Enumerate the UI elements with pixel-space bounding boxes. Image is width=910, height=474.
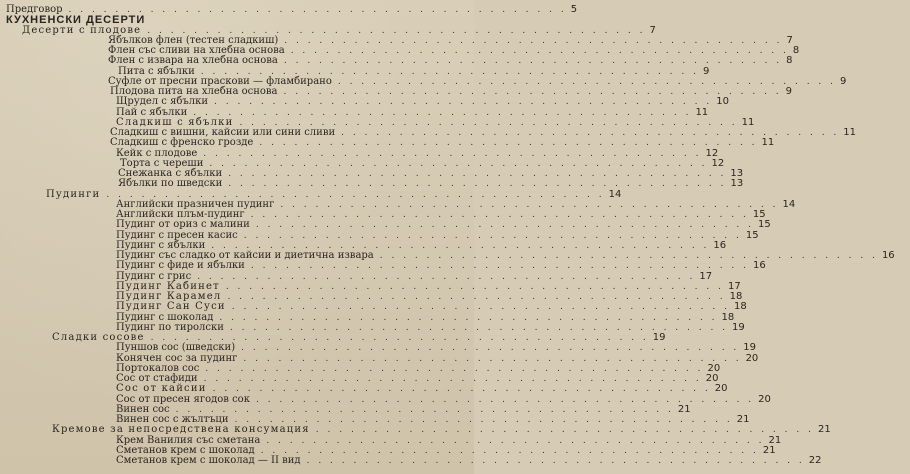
toc-entry-title: Сос от стафиди	[116, 373, 198, 384]
toc-page-number: 19	[732, 321, 745, 333]
toc-entry-title: Сметанов крем с шоколад	[116, 444, 255, 456]
toc-leader-dots: . . . . . . . . . . . . . . . . . . . . . . . . . . . . . . . . . . . . . . . . . . .	[203, 374, 702, 384]
toc-page-number: 20	[758, 393, 771, 405]
toc-leader-dots: . . . . . . . . . . . . . . . . . . . . . . . . . . . . . . . . . . . . . . . . . . .	[214, 97, 713, 108]
toc-leader-dots: . . . . . . . . . . . . . . . . . . . . . . . . . . . . . . . . . . . . . . . . . . .	[228, 169, 727, 179]
toc-leader-dots: . . . . . . . . . . . . . . . . . . . . . . . . . . . . . . . . . . . . . . . . . . .	[200, 66, 699, 77]
toc-entry-title: Пудинг с грис	[116, 270, 192, 282]
toc-page-number: 21	[736, 414, 750, 425]
toc-leader-dots: . . . . . . . . . . . . . . . . . . . . . . . . . . . . . . . . . . . . . . . . . . .	[241, 343, 740, 354]
toc-leader-dots: . . . . . . . . . . . . . . . . . . . . . . . . . . . . . . . . . . . . . . . . . . .	[68, 5, 567, 15]
toc-entry-title: Портокалов сос	[116, 362, 200, 374]
toc-page-number: 18	[729, 291, 743, 302]
toc-page-number: 16	[753, 260, 766, 272]
toc-entry-title: Сладкиш с френско грозде	[110, 137, 254, 149]
toc-page-number: 13	[730, 168, 744, 179]
toc-entry-title: Винен сос с жълтъци	[116, 414, 229, 425]
toc-page-number: 12	[705, 147, 719, 159]
toc-leader-dots: . . . . . . . . . . . . . . . . . . . . . . . . . . . . . . . . . . . . . . . . . . .	[255, 394, 755, 405]
toc-page-number: 21	[768, 434, 782, 446]
toc-page-number: 20	[705, 373, 719, 384]
toc-entry-title: Пудинг Кабинет	[116, 280, 220, 292]
toc-page-number: 17	[727, 280, 741, 292]
toc-page-number: 18	[721, 311, 735, 323]
toc-leader-dots: . . . . . . . . . . . . . . . . . . . . . . . . . . . . . . . . . . . . . . . . . . .	[379, 251, 878, 261]
toc-entry-title: Пудинг с шоколад	[116, 311, 214, 323]
toc-page-number: 9	[785, 86, 793, 97]
toc-leader-dots: . . . . . . . . . . . . . . . . . . . . . . . . . . . . . . . . . . . . . . . . . . .	[243, 353, 742, 364]
toc-leader-dots: . . . . . . . . . . . . . . . . . . . . . . . . . . . . . . . . . . . . . . . . . . .	[337, 76, 837, 87]
toc-leader-dots: . . . . . . . . . . . . . . . . . . . . . . . . . . . . . . . . . . . . . . . . . . .	[197, 271, 696, 282]
toc-leader-dots: . . . . . . . . . . . . . . . . . . . . . . . . . . . . . . . . . . . . . . . . . . .	[341, 128, 840, 138]
toc-entry-title: Предговор	[6, 4, 63, 15]
toc-entry-title: Сос от кайсии	[116, 383, 207, 395]
toc-page-number: 9	[840, 75, 847, 87]
toc-entry-title: Пита с ябълки	[118, 65, 195, 77]
toc-entry	[0, 455, 822, 467]
toc-page-number: 20	[714, 383, 728, 395]
toc-entry-title: Щрудел с ябълки	[116, 96, 209, 108]
toc-leader-dots: . . . . . . . . . . . . . . . . . . . . . . . . . . . . . . . . . . . . . . . . . . .	[266, 435, 765, 446]
toc-leader-dots: . . . . . . . . . . . . . . . . . . . . . . . . . . . . . . . . . . . . . . . . . . .	[231, 302, 730, 313]
toc-page-number: 22	[808, 455, 822, 466]
toc-page-number: 17	[699, 270, 713, 282]
toc-leader-dots: . . . . . . . . . . . . . . . . . . . . . . . . . . . . . . . . . . . . . . . . . . .	[225, 281, 724, 292]
toc-page-number: 18	[733, 301, 747, 313]
toc-leader-dots: . . . . . . . . . . . . . . . . . . . . . . . . . . . . . . . . . . . . . . . . . . .	[250, 210, 749, 220]
toc-page-number: 21	[817, 424, 831, 436]
toc-entry-title: Ябълков флен (тестен сладкиш)	[108, 34, 279, 46]
toc-leader-dots: . . . . . . . . . . . . . . . . . . . . . . . . . . . . . . . . . . . . . . . . . . .	[212, 384, 711, 395]
toc-leader-dots: . . . . . . . . . . . . . . . . . . . . . . . . . . . . . . . . . . . . . . . . . . .	[284, 35, 783, 46]
toc-page-number: 5	[570, 4, 578, 15]
toc-page-number: 19	[743, 342, 757, 354]
toc-page-number: 14	[608, 188, 622, 200]
toc-page-number: 8	[792, 45, 800, 56]
toc-page-number: 20	[707, 362, 721, 374]
toc-entry-title: Пудинг Сан Суси	[116, 301, 226, 313]
toc-entry-title: Пудинг с пресен касис	[116, 229, 238, 241]
toc-leader-dots: . . . . . . . . . . . . . . . . . . . . . . . . . . . . . . . . . . . . . . . . . . .	[306, 456, 805, 466]
toc-leader-dots: . . . . . . . . . . . . . . . . . . . . . . . . . . . . . . . . . . . . . . . . . . .	[234, 415, 733, 425]
toc-entry-title: Сладкиш с вишни, кайсии или сини сливи	[110, 127, 336, 138]
toc-entry-title: Сладки сосове	[52, 332, 145, 343]
toc-leader-dots: . . . . . . . . . . . . . . . . . . . . . . . . . . . . . . . . . . . . . . . . . . .	[203, 148, 702, 159]
toc-page-number: 15	[752, 209, 766, 220]
toc-entry-title: Коняч‍ен сос за пудинг	[116, 352, 238, 364]
toc-entry-title: Плодова пита на хлебна основа	[110, 86, 278, 97]
toc-page-number: 16	[713, 239, 727, 251]
toc-leader-dots: . . . . . . . . . . . . . . . . . . . . . . . . . . . . . . . . . . . . . . . . . . .	[315, 425, 814, 436]
toc-leader-dots: . . . . . . . . . . . . . . . . . . . . . . . . . . . . . . . . . . . . . . . . . . .	[243, 230, 742, 241]
toc-entry-title: Десерти с плодове	[22, 24, 142, 36]
toc-entry-title: Крем Ванилия със сметана	[116, 434, 261, 446]
toc-entry-title: Сладкиш с ябълки	[116, 116, 234, 128]
toc-leader-dots: . . . . . . . . . . . . . . . . . . . . . . . . . . . . . . . . . . . . . . . . . . .	[260, 445, 759, 456]
toc-leader-dots: . . . . . . . . . . . . . . . . . . . . . . . . . . . . . . . . . . . . . . . . . . .	[259, 138, 758, 149]
toc-leader-dots: . . . . . . . . . . . . . . . . . . . . . . . . . . . . . . . . . . . . . . . . . . .	[175, 404, 674, 415]
toc-page-number: 9	[702, 65, 710, 77]
toc-entry-title: Кейк с плодове	[116, 147, 198, 159]
toc-entry-title: Пудинг със сладко от кайсии и диетична извара	[116, 250, 374, 261]
toc-entry-title: Суфле от пресни праскови — фламбирано	[108, 75, 332, 87]
toc-page-number: 13	[730, 178, 744, 190]
toc-leader-dots: . . . . . . . . . . . . . . . . . . . . . . . . . . . . . . . . . . . . . . . . . . .	[228, 179, 727, 190]
toc-leader-dots: . . . . . . . . . . . . . . . . . . . . . . . . . . . . . . . . . . . . . . . . . . .	[239, 117, 738, 128]
toc-page-number: 15	[745, 229, 759, 241]
toc-leader-dots: . . . . . . . . . . . . . . . . . . . . . . . . . . . . . . . . . . . . . . . . . . .	[290, 46, 789, 56]
toc-entry-title: Сос от пресен ягодов сок	[116, 393, 250, 405]
toc-entry-title: Флен със сливи на хлебна основа	[108, 45, 285, 56]
toc-entry-title: Пудинг Карамел	[116, 291, 222, 302]
toc-entry-title: Пай с ябълки	[116, 106, 188, 118]
toc-leader-dots: . . . . . . . . . . . . . . . . . . . . . . . . . . . . . . . . . . . . . . . . . . .	[283, 87, 782, 97]
toc-page-number: 14	[782, 198, 796, 210]
toc-page-number: 11	[843, 127, 857, 138]
toc-leader-dots: . . . . . . . . . . . . . . . . . . . . . . . . . . . . . . . . . . . . . . . . . . .	[250, 261, 750, 272]
toc-entry-title: КУХНЕНСКИ ДЕСЕРТИ	[6, 14, 146, 27]
toc-page-number: 7	[649, 24, 656, 36]
toc-page-number: 12	[711, 157, 725, 169]
toc-entry-title: Винен сос	[116, 403, 170, 415]
toc-leader-dots: . . . . . . . . . . . . . . . . . . . . . . . . . . . . . . . . . . . . . . . . . . .	[209, 158, 708, 169]
toc-entry-title: Снежанка с ябълки	[118, 168, 223, 179]
toc-page-number: 11	[761, 137, 775, 149]
toc-entry-title: Пудинг по тиролски	[116, 321, 224, 333]
toc-entry-title: Пудинг с фиде и ябълки	[116, 260, 245, 272]
toc-leader-dots: . . . . . . . . . . . . . . . . . . . . . . . . . . . . . . . . . . . . . . . . . . .	[150, 333, 649, 343]
toc-entry-title: Сметанов крем с шоколад — II вид	[116, 455, 301, 466]
toc-page-number: 20	[745, 352, 759, 364]
toc-leader-dots: . . . . . . . . . . . . . . . . . . . . . . . . . . . . . . . . . . . . . . . . . . .	[283, 56, 783, 67]
toc-leader-dots: . . . . . . . . . . . . . . . . . . . . . . . . . . . . . . . . . . . . . . . . . . .	[229, 322, 729, 333]
toc-entry-title: Пуншов сос (шведски)	[116, 342, 236, 354]
toc-page-number: 7	[786, 34, 793, 46]
toc-page-number: 11	[741, 116, 755, 128]
toc-page-number: 11	[695, 106, 709, 118]
toc-page-number: 19	[652, 332, 666, 343]
toc-page-number: 21	[677, 403, 691, 415]
toc-entry-title: Английски плъм-пудинг	[116, 209, 245, 220]
toc-leader-dots: . . . . . . . . . . . . . . . . . . . . . . . . . . . . . . . . . . . . . . . . . . .	[280, 199, 779, 210]
toc-page-number: 15	[758, 219, 771, 231]
toc-leader-dots: . . . . . . . . . . . . . . . . . . . . . . . . . . . . . . . . . . . . . . . . . . .	[205, 363, 704, 374]
toc-entry-title: Пудинг с ябълки	[116, 239, 206, 251]
toc-entry-title: Торта с череши	[120, 157, 204, 169]
toc-page-number: 8	[786, 55, 793, 67]
toc-leader-dots: . . . . . . . . . . . . . . . . . . . . . . . . . . . . . . . . . . . . . . . . . . .	[106, 189, 605, 200]
toc-page-number: 16	[881, 250, 895, 261]
toc-page-number: 10	[716, 96, 729, 108]
toc-entry-title: Ябълки по шведски	[118, 178, 223, 190]
toc-page-number: 21	[762, 444, 776, 456]
toc-leader-dots: . . . . . . . . . . . . . . . . . . . . . . . . . . . . . . . . . . . . . . . . . . .	[227, 292, 726, 302]
toc-entry-title: Английски празничен пудинг	[116, 198, 275, 210]
toc-entry-title: Пудинги	[46, 188, 101, 200]
toc-entry-title: Флен с извара на хлебна основа	[108, 55, 278, 67]
toc-leader-dots: . . . . . . . . . . . . . . . . . . . . . . . . . . . . . . . . . . . . . . . . . . .	[219, 312, 718, 323]
toc-entry-title: Пудинг от ориз с малини	[116, 219, 250, 231]
toc-leader-dots: . . . . . . . . . . . . . . . . . . . . . . . . . . . . . . . . . . . . . . . . . . .	[147, 25, 646, 36]
toc-leader-dots: . . . . . . . . . . . . . . . . . . . . . . . . . . . . . . . . . . . . . . . . . . .	[211, 240, 710, 251]
toc-leader-dots: . . . . . . . . . . . . . . . . . . . . . . . . . . . . . . . . . . . . . . . . . . .	[193, 107, 692, 118]
toc-leader-dots: . . . . . . . . . . . . . . . . . . . . . . . . . . . . . . . . . . . . . . . . . . .	[255, 220, 754, 231]
toc-entry-title: Кремове за непосредствена консумация	[52, 424, 310, 436]
